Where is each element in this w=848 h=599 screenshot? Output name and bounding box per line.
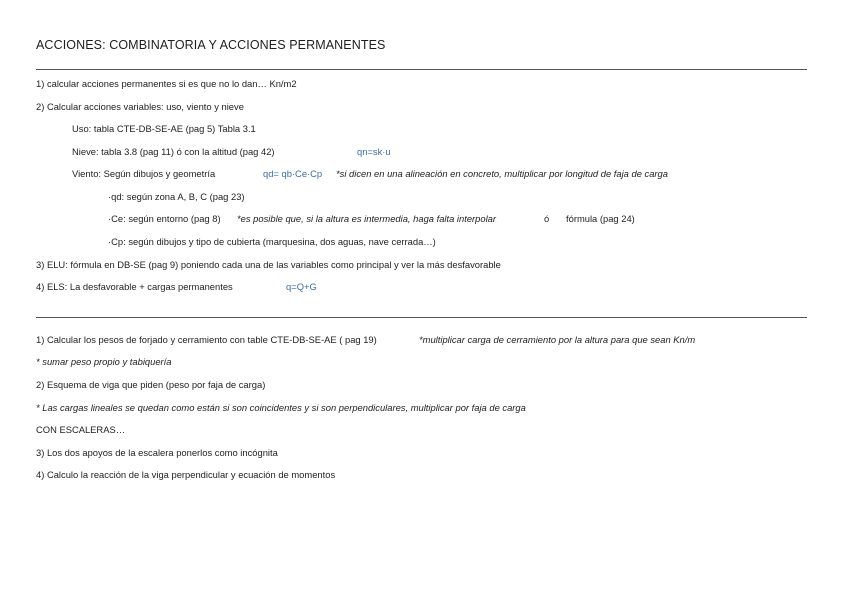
s1-step-1: 1) calcular acciones permanentes si es que no lo dan… Kn/m2 — [36, 78, 297, 89]
s1-viento-formula: qd= qb·Ce·Cp — [263, 168, 323, 179]
s2-step-1-note: *multiplicar carga de cerramiento por la altura para que sean Kn/m — [419, 334, 696, 345]
divider-middle — [36, 317, 807, 318]
s1-step-4: 4) ELS: La desfavorable + cargas permanentes — [36, 281, 233, 292]
s1-nieve: Nieve: tabla 3.8 (pag 11) ó con la altitud (pag 42) — [72, 146, 275, 157]
s1-uso: Uso: tabla CTE-DB-SE-AE (pag 5) Tabla 3.1 — [72, 123, 256, 134]
s1-ce-or: ó — [544, 213, 550, 224]
s1-viento: Viento: Según dibujos y geometría — [72, 168, 216, 179]
s1-step-4-formula: q=Q+G — [286, 281, 317, 292]
s2-step-1: 1) Calcular los pesos de forjado y cerramiento con table CTE-DB-SE-AE ( pag 19) — [36, 334, 377, 345]
s1-ce: ·Ce: según entorno (pag 8) — [108, 213, 221, 224]
divider-top — [36, 69, 807, 70]
s2-step-4: 4) Calculo la reacción de la viga perpendicular y ecuación de momentos — [36, 469, 336, 480]
s1-qd: ·qd: según zona A, B, C (pag 23) — [108, 191, 245, 202]
s2-escaleras: CON ESCALERAS… — [36, 424, 126, 435]
s2-step-2: 2) Esquema de viga que piden (peso por faja de carga) — [36, 379, 266, 390]
s1-nieve-formula: qn=sk·u — [357, 146, 391, 157]
s2-step-3: 3) Los dos apoyos de la escalera ponerlos como incógnita — [36, 447, 278, 458]
s1-ce-formula: fórmula (pag 24) — [566, 213, 635, 224]
s1-cp: ·Cp: según dibujos y tipo de cubierta (marquesina, dos aguas, nave cerrada…) — [108, 236, 436, 247]
document-title: ACCIONES: COMBINATORIA Y ACCIONES PERMANENTES — [36, 38, 386, 52]
s1-step-3: 3) ELU: fórmula en DB-SE (pag 9) poniendo cada una de las variables como principal y ver la más desfavorable — [36, 259, 501, 270]
s1-ce-note: *es posible que, si la altura es intermedia, haga falta interpolar — [237, 213, 497, 224]
s1-viento-note: *si dicen en una alineación en concreto, multiplicar por longitud de faja de carga — [336, 168, 668, 179]
s2-step-1b: * sumar peso propio y tabiquería — [36, 356, 172, 367]
s2-step-2-note: * Las cargas lineales se quedan como están si son coincidentes y si son perpendiculares, multiplicar por faja de carga — [36, 402, 526, 413]
s1-step-2: 2) Calcular acciones variables: uso, viento y nieve — [36, 101, 244, 112]
